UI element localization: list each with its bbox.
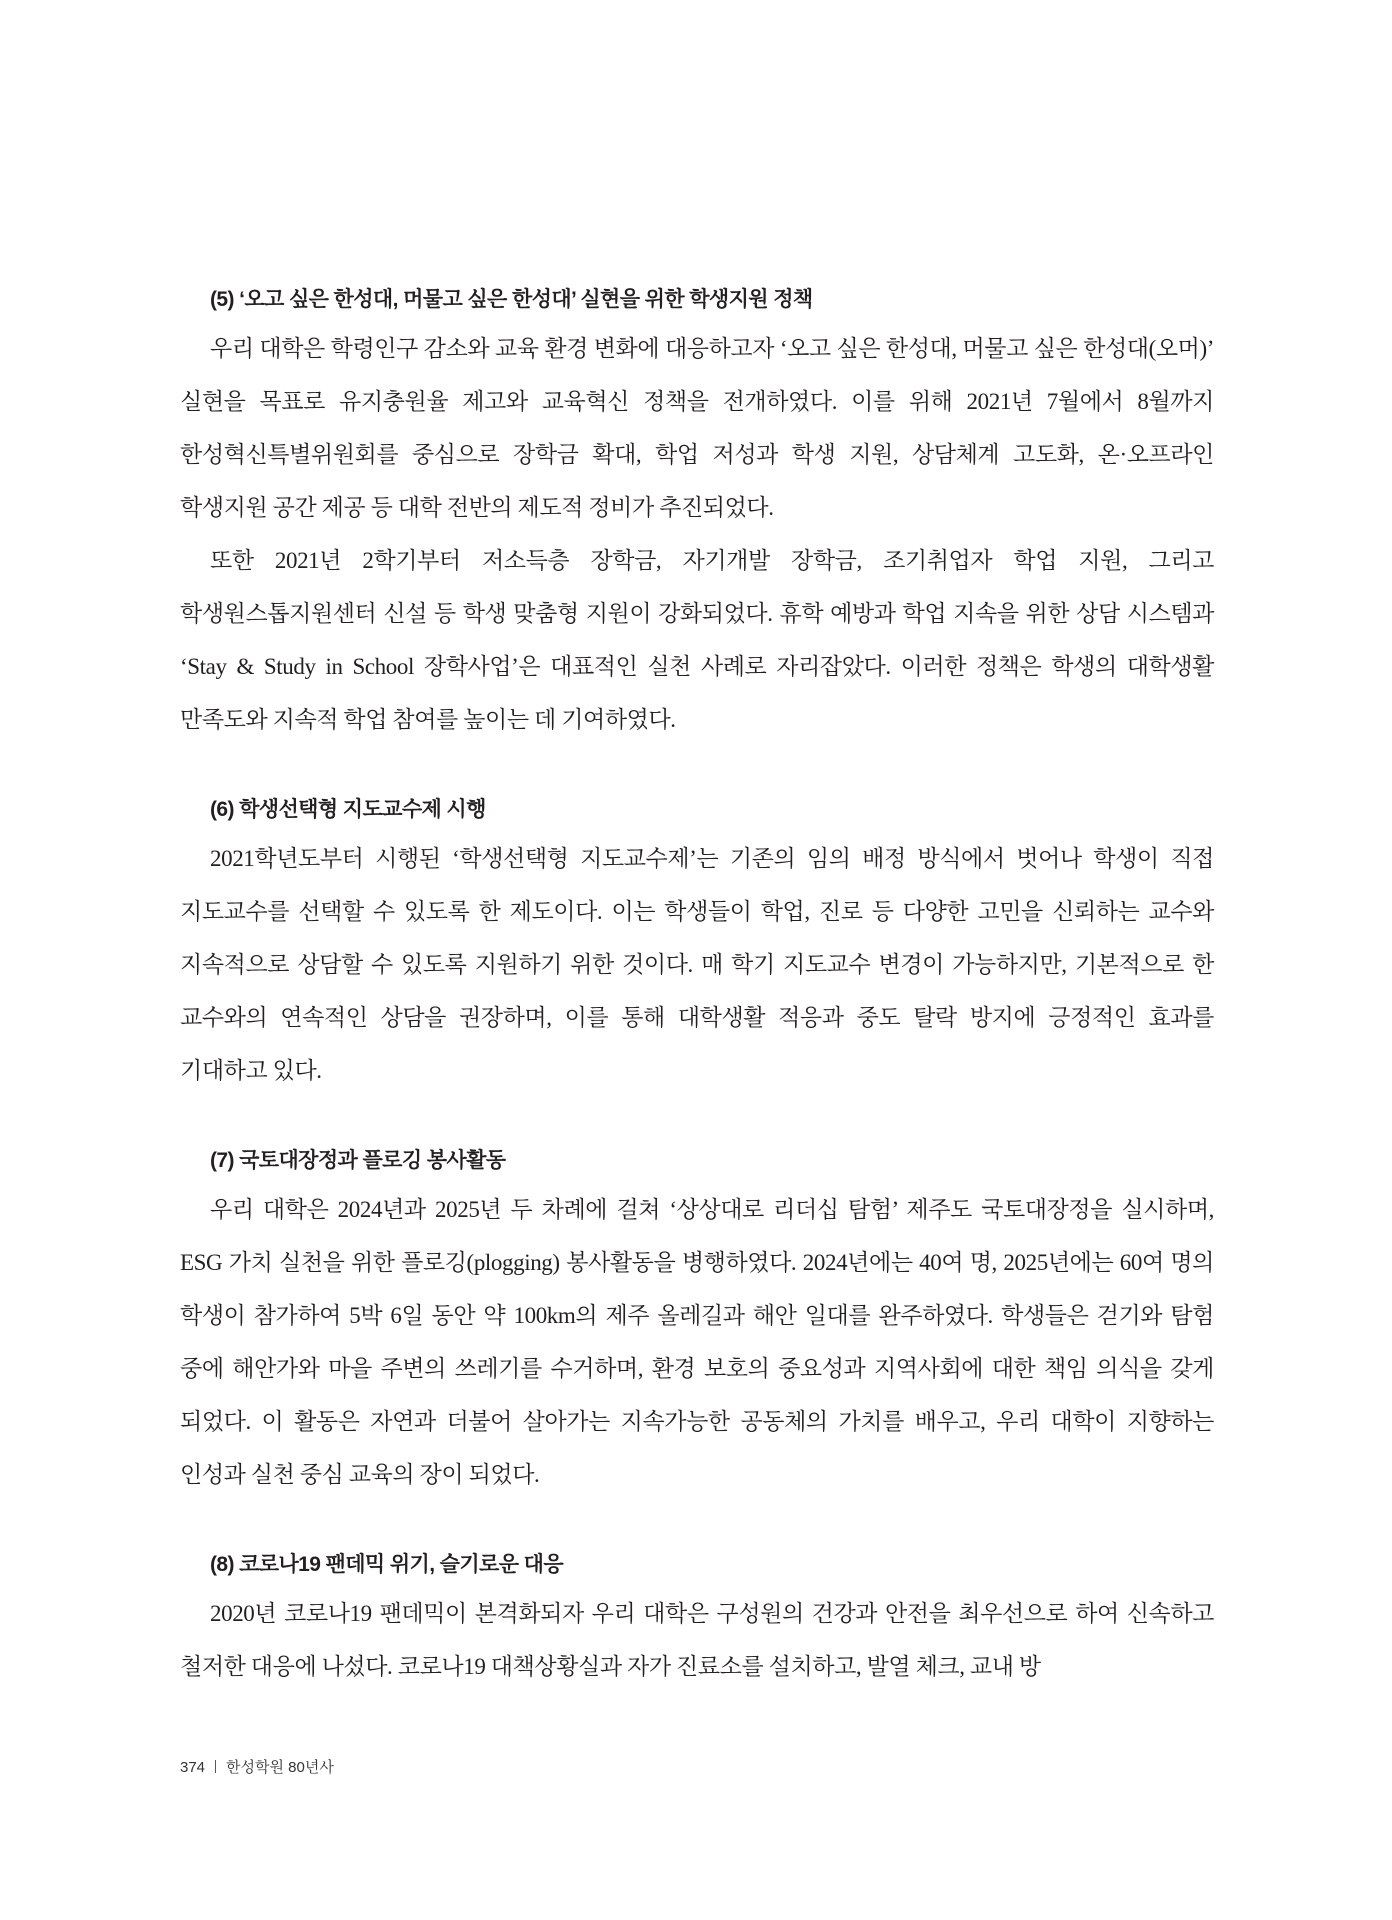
section-plogging-expedition <box>180 1143 1214 1501</box>
body-paragraph: 우리 대학은 학령인구 감소와 교육 환경 변화에 대응하고자 ‘오고 싶은 한성대, 머물고 싶은 한성대(오머)’ 실현을 목표로 유지충원율 제고와 교육혁신 정책을 전개하였다. 이를 위해 2021년 7월에서 8월까지 한성혁신특별위원회를 중심으로 장학금 확대, 학업 저성과 학생 지원, 상담체계 고도화, 온·오프라인 학생지원 공간 제공 등 대학 전반의 제도적 정비가 추진되었다. <box>180 336 1214 520</box>
body-paragraph: 우리 대학은 2024년과 2025년 두 차례에 걸쳐 ‘상상대로 리더십 탐험’ 제주도 국토대장정을 실시하며, ESG 가치 실천을 위한 플로깅(plogging) 봉사활동을 병행하였다. 2024년에는 40여 명, 2025년에는 60여 명의 학생이 참가하여 5박 6일 동안 약 100km의 제주 올레길과 해안 일대를 완주하였다. 학생들은 걷기와 탐험 중에 해안가와 마을 주변의 쓰레기를 수거하며, 환경 보호의 중요성과 지역사회에 대한 책임 의식을 갖게 되었다. 이 활동은 자연과 더불어 살아가는 지속가능한 공동체의 가치를 배우고, 우리 대학이 지향하는 인성과 실천 중심 교육의 장이 되었다. <box>180 1197 1214 1487</box>
body-paragraph: 또한 2021년 2학기부터 저소득층 장학금, 자기개발 장학금, 조기취업자 학업 지원, 그리고 학생원스톱지원센터 신설 등 학생 맞춤형 지원이 강화되었다. 휴학 예방과 학업 지속을 위한 상담 시스템과 ‘Stay & Study in School 장학사업’은 대표적인 실천 사례로 자리잡았다. 이러한 정책은 학생의 대학생활 만족도와 지속적 학업 참여를 높이는 데 기여하였다. <box>180 548 1214 732</box>
section-covid-response <box>180 1547 1214 1693</box>
main-content <box>180 282 1214 1693</box>
section-heading: (5) ‘오고 싶은 한성대, 머물고 싶은 한성대’ 실현을 위한 학생지원 정책 <box>210 288 813 311</box>
body-paragraph: 2021학년도부터 시행된 ‘학생선택형 지도교수제’는 기존의 임의 배정 방식에서 벗어나 학생이 직접 지도교수를 선택할 수 있도록 한 제도이다. 이는 학생들이 학업, 진로 등 다양한 고민을 신뢰하는 교수와 지속적으로 상담할 수 있도록 지원하기 위한 것이다. 매 학기 지도교수 변경이 가능하지만, 기본적으로 한 교수와의 연속적인 상담을 권장하며, 이를 통해 대학생활 적응과 중도 탈락 방지에 긍정적인 효과를 기대하고 있다. <box>180 846 1214 1083</box>
section-heading: (6) 학생선택형 지도교수제 시행 <box>210 798 486 821</box>
page-number: 374 <box>180 1759 206 1776</box>
section-advisor-selection <box>180 792 1214 1097</box>
section-heading: (7) 국토대장정과 플로깅 봉사활동 <box>210 1149 506 1172</box>
section-heading: (8) 코로나19 팬데믹 위기, 슬기로운 대응 <box>210 1553 564 1576</box>
book-title: 한성학원 80년사 <box>226 1759 334 1776</box>
footer-divider <box>215 1760 216 1773</box>
body-paragraph: 2020년 코로나19 팬데믹이 본격화되자 우리 대학은 구성원의 건강과 안전을 최우선으로 하여 신속하고 철저한 대응에 나섰다. 코로나19 대책상황실과 자가 진료소를 설치하고, 발열 체크, 교내 방 <box>180 1601 1214 1679</box>
page-footer <box>180 1758 334 1778</box>
section-student-support-policy <box>180 282 1214 746</box>
